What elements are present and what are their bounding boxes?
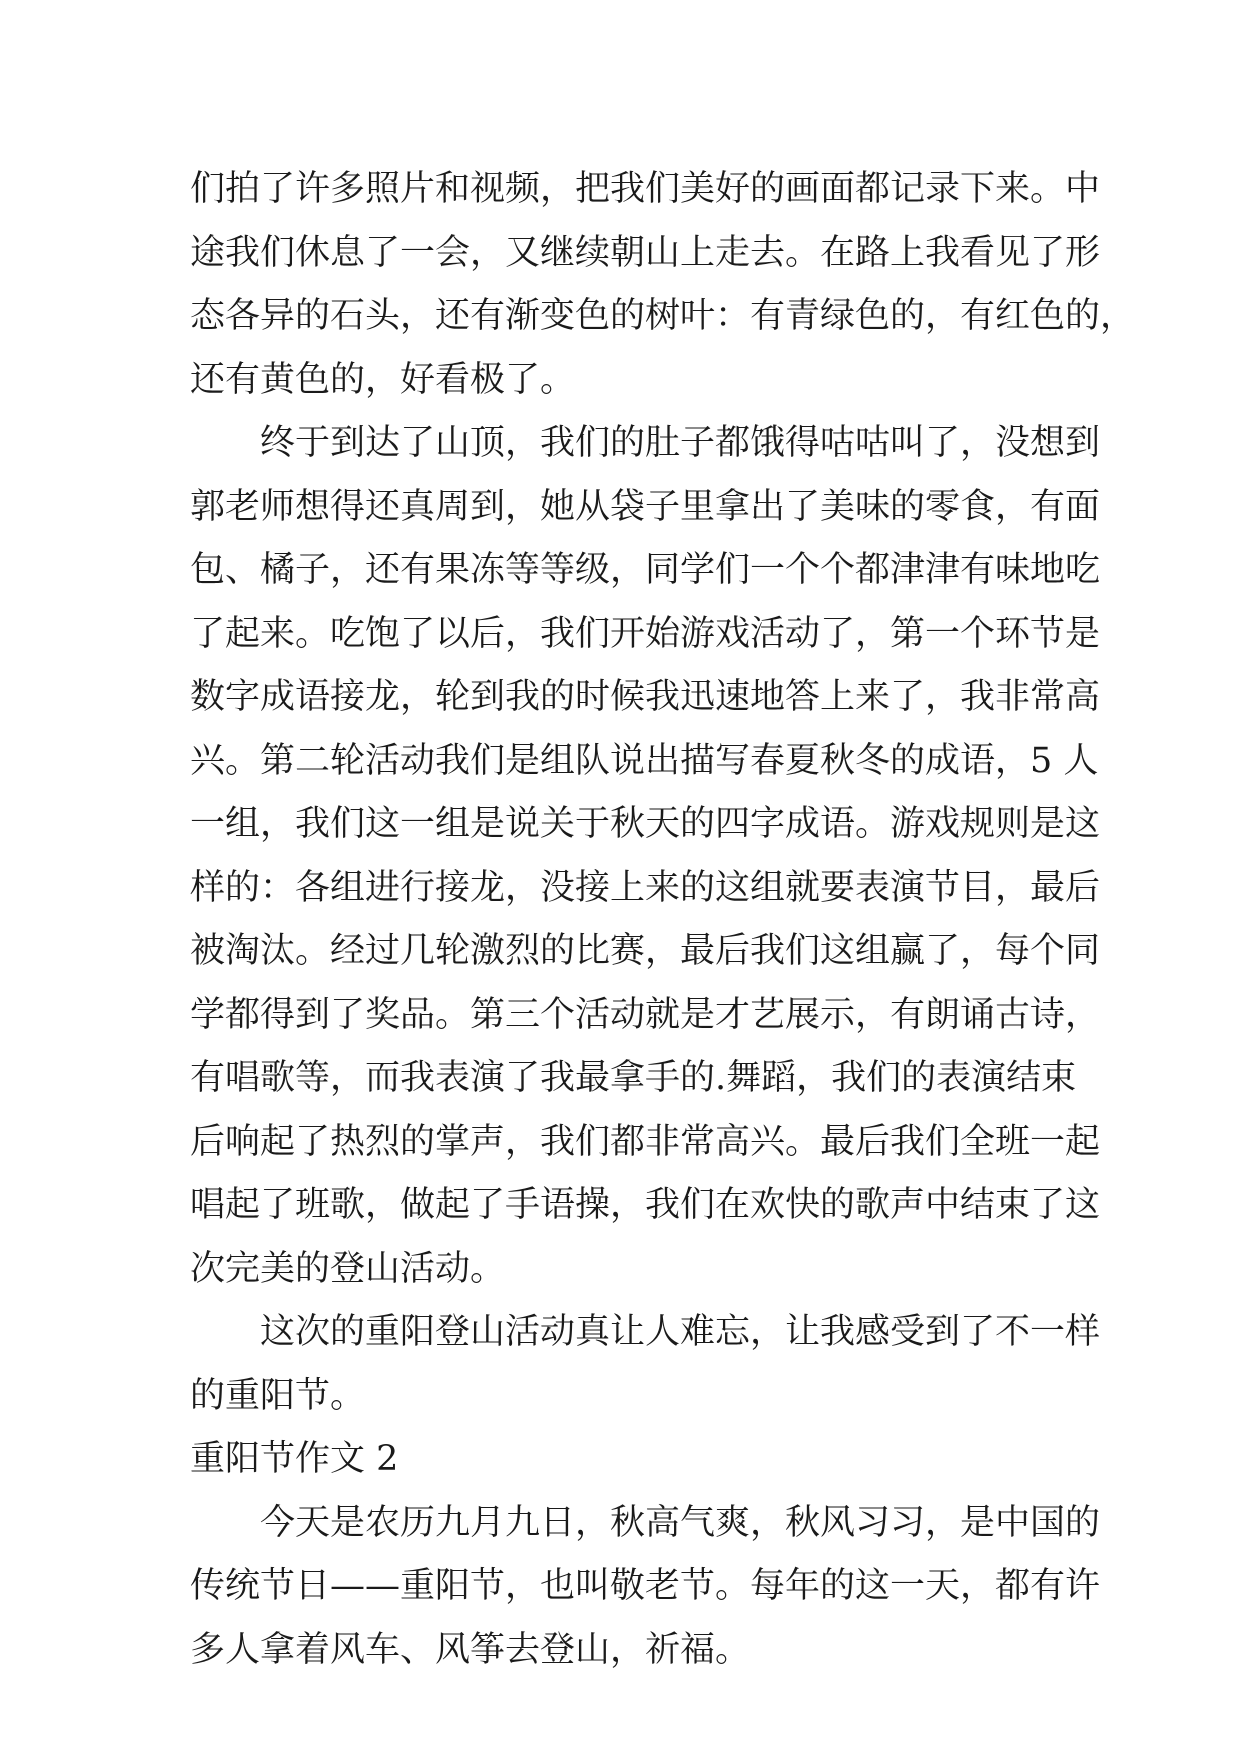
body-line: 郭老师想得还真周到，她从袋子里拿出了美味的零食，有面 (190, 486, 1101, 527)
body-line: 终于到达了山顶，我们的肚子都饿得咕咕叫了，没想到 (190, 423, 1101, 463)
body-line: 后响起了热烈的掌声，我们都非常高兴。最后我们全班一起 (190, 1121, 1101, 1162)
body-line: 这次的重阳登山活动真让人难忘，让我感受到了不一样 (190, 1312, 1101, 1352)
body-line: 还有黄色的，好看极了。 (190, 359, 576, 400)
body-line: 被淘汰。经过几轮激烈的比赛，最后我们这组赢了，每个同 (190, 931, 1101, 971)
body-line: 一组，我们这一组是说关于秋天的四字成语。游戏规则是这 (190, 804, 1101, 844)
body-line: 多人拿着风车、风筝去登山，祈福。 (190, 1629, 751, 1670)
body-line: 唱起了班歌，做起了手语操，我们在欢快的歌声中结束了这 (190, 1185, 1101, 1225)
body-line: 样的：各组进行接龙，没接上来的这组就要表演节目，最后 (190, 867, 1101, 908)
body-line: 学都得到了奖品。第三个活动就是才艺展示，有朗诵古诗， (190, 994, 1101, 1035)
body-line: 数字成语接龙，轮到我的时候我迅速地答上来了，我非常高 (190, 677, 1101, 717)
body-line: 的重阳节。 (190, 1375, 366, 1416)
body-line: 今天是农历九月九日，秋高气爽，秋风习习，是中国的 (190, 1502, 1101, 1543)
body-line: 传统节日——重阳节，也叫敬老节。每年的这一天，都有许 (190, 1566, 1101, 1606)
body-line: 兴。第二轮活动我们是组队说出描写春夏秋冬的成语，5 人 (190, 740, 1099, 781)
document-body (190, 158, 1136, 1682)
section-heading: 重阳节作文 2 (190, 1439, 399, 1479)
body-line: 包、橘子，还有果冻等等级，同学们一个个都津津有味地吃 (190, 550, 1101, 590)
body-line: 次完美的登山活动。 (190, 1248, 506, 1289)
body-line: 们拍了许多照片和视频，把我们美好的画面都记录下来。中 (190, 169, 1101, 209)
body-line: 了起来。吃饱了以后，我们开始游戏活动了，第一个环节是 (190, 613, 1101, 654)
body-line: 态各异的石头，还有渐变色的树叶：有青绿色的，有红色的， (190, 296, 1136, 336)
body-line: 途我们休息了一会，又继续朝山上走去。在路上我看见了形 (190, 232, 1101, 273)
body-line: 有唱歌等，而我表演了我最拿手的.舞蹈，我们的表演结束 (190, 1058, 1077, 1098)
